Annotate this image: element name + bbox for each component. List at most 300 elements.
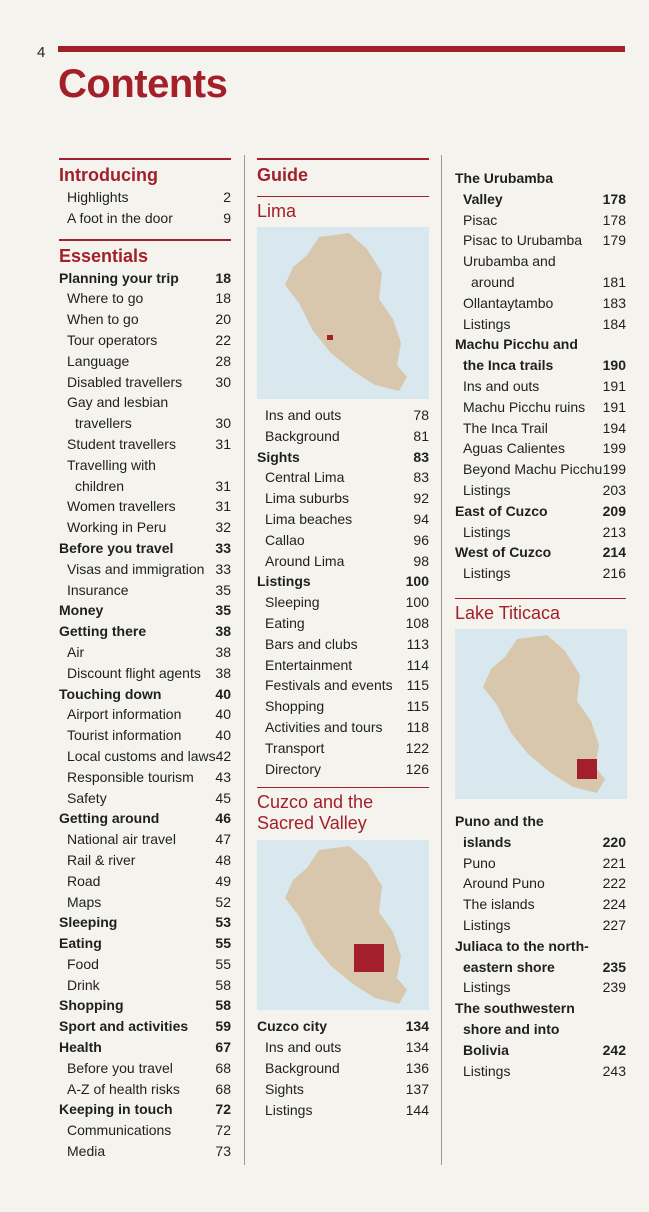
toc-entry-page: 179 xyxy=(602,232,626,249)
toc-entry xyxy=(257,1016,429,1037)
map-cuzco xyxy=(257,840,429,1010)
toc-entry-page: 144 xyxy=(405,1101,429,1118)
toc-entry-label: shore and into xyxy=(463,1020,560,1037)
toc-entry-label: Food xyxy=(67,955,99,972)
toc-entry-page: 73 xyxy=(215,1143,231,1160)
toc-entry-page: 31 xyxy=(215,435,231,452)
toc-entry-label: Planning your trip xyxy=(59,269,179,286)
toc-entry xyxy=(59,808,231,829)
toc-entry-label: Language xyxy=(67,352,130,369)
toc-entry-page: 31 xyxy=(215,498,231,515)
toc-entry-label: Communications xyxy=(67,1122,172,1139)
toc-entry-label: Listings xyxy=(463,916,511,933)
region-cuzco xyxy=(257,787,429,834)
toc-entry-label: Getting there xyxy=(59,623,147,640)
toc-entry-page: 35 xyxy=(215,581,231,598)
toc-entry-page: 72 xyxy=(215,1101,231,1118)
toc-entry xyxy=(257,1037,429,1058)
toc-entry xyxy=(455,355,626,376)
toc-entry xyxy=(257,759,429,780)
toc-entry-label: Shopping xyxy=(59,997,124,1014)
toc-entry xyxy=(257,675,429,696)
toc-entry xyxy=(455,853,626,874)
toc-entry-page: 30 xyxy=(215,415,231,432)
toc-entry-page: 9 xyxy=(223,209,231,226)
toc-entry-page: 53 xyxy=(215,914,231,931)
toc-entry xyxy=(455,563,626,584)
toc-entry-page: 108 xyxy=(405,614,429,631)
toc-entry-label: Sleeping xyxy=(265,594,320,611)
top-rule xyxy=(58,46,625,52)
toc-entry-label: Discount flight agents xyxy=(67,664,201,681)
toc-entry-label: Safety xyxy=(67,789,107,806)
toc-entry-label: Valley xyxy=(463,190,503,207)
toc-entry-page: 40 xyxy=(215,685,231,702)
toc-entry-page: 191 xyxy=(602,398,626,415)
toc-entry xyxy=(257,447,429,468)
page-title: Contents xyxy=(58,62,228,106)
toc-entry-page: 94 xyxy=(413,510,429,527)
toc-entry xyxy=(257,592,429,613)
toc-entry-page: 22 xyxy=(215,331,231,348)
toc-entry-label: Listings xyxy=(463,481,511,498)
toc-entry-label: Listings xyxy=(463,315,511,332)
toc-entry xyxy=(455,251,626,272)
toc-entry-page: 92 xyxy=(413,490,429,507)
toc-entry-label: Listings xyxy=(463,979,511,996)
toc-entry-page: 72 xyxy=(215,1122,231,1139)
section-guide: Guide xyxy=(257,158,429,186)
toc-entry-label: Disabled travellers xyxy=(67,373,183,390)
toc-entry-page: 126 xyxy=(405,760,429,777)
toc-entry-label: A foot in the door xyxy=(67,209,173,226)
peru-map-titicaca xyxy=(455,629,627,799)
toc-entry-label: Lima beaches xyxy=(265,510,353,527)
toc-entry xyxy=(59,850,231,871)
toc-entry-page: 83 xyxy=(413,469,429,486)
toc-entry xyxy=(59,767,231,788)
toc-entry xyxy=(455,418,626,439)
toc-entry-label: Insurance xyxy=(67,581,129,598)
toc-entry-page: 55 xyxy=(215,955,231,972)
toc-entry xyxy=(257,488,429,509)
toc-entry-label: Ins and outs xyxy=(265,407,342,423)
toc-entry-label: Transport xyxy=(265,739,325,756)
toc-entry-label: Health xyxy=(59,1039,102,1056)
toc-entry-page: 68 xyxy=(215,1080,231,1097)
toc-entry-page: 96 xyxy=(413,531,429,548)
toc-entry-page: 178 xyxy=(602,190,626,207)
toc-entry-page: 134 xyxy=(405,1018,429,1035)
toc-entry xyxy=(257,467,429,488)
toc-entry xyxy=(59,559,231,580)
toc-entry-page: 183 xyxy=(602,294,626,311)
toc-entry xyxy=(59,954,231,975)
toc-entry-label: East of Cuzco xyxy=(455,502,548,519)
toc-entry-label: Pisac xyxy=(463,211,498,228)
toc-entry-page: 67 xyxy=(215,1039,231,1056)
toc-entry xyxy=(59,912,231,933)
toc-entry xyxy=(59,288,231,309)
toc-entry-page: 224 xyxy=(602,896,626,913)
toc-entry-page: 115 xyxy=(406,677,429,694)
introducing-list xyxy=(59,187,231,229)
toc-entry-page: 213 xyxy=(602,523,626,540)
toc-entry-label: Bars and clubs xyxy=(265,635,358,652)
toc-entry-label: Eating xyxy=(59,935,102,952)
toc-entry-label: The Inca Trail xyxy=(463,419,548,436)
toc-entry-label: Callao xyxy=(265,531,305,548)
toc-entry xyxy=(455,314,626,335)
toc-entry-page: 134 xyxy=(405,1039,429,1056)
toc-entry xyxy=(59,829,231,850)
toc-entry-page: 178 xyxy=(602,211,626,228)
toc-entry xyxy=(59,1016,231,1037)
toc-entry xyxy=(257,655,429,676)
toc-entry-page: 214 xyxy=(602,544,626,561)
region-cuzco-line1: Cuzco and the xyxy=(257,792,374,813)
section-essentials: Essentials xyxy=(59,239,231,267)
toc-entry xyxy=(59,746,231,767)
toc-entry xyxy=(257,634,429,655)
toc-entry-page: 83 xyxy=(413,448,429,465)
toc-entry xyxy=(59,208,231,229)
toc-entry-label: Urubamba and xyxy=(463,253,556,270)
toc-entry xyxy=(59,413,231,434)
toc-entry-label: Student travellers xyxy=(67,435,176,452)
toc-entry xyxy=(455,230,626,251)
toc-entry-page: 209 xyxy=(602,502,626,519)
toc-entry xyxy=(59,372,231,393)
toc-entry-page: 58 xyxy=(215,976,231,993)
toc-entry-page: 38 xyxy=(215,643,231,660)
toc-entry xyxy=(455,272,626,293)
toc-entry xyxy=(59,975,231,996)
toc-entry-page: 81 xyxy=(413,427,429,444)
toc-entry xyxy=(59,1079,231,1100)
toc-entry-label: Shopping xyxy=(265,698,325,715)
toc-entry xyxy=(455,936,626,957)
toc-entry-page: 31 xyxy=(215,477,231,494)
toc-entry xyxy=(59,725,231,746)
toc-entry-page: 68 xyxy=(215,1059,231,1076)
toc-entry-label: Beyond Machu Picchu xyxy=(463,461,603,478)
toc-entry-label: Around Lima xyxy=(265,552,345,569)
toc-entry-page: 235 xyxy=(602,958,626,975)
toc-entry-page: 45 xyxy=(215,789,231,806)
toc-entry-label: Activities and tours xyxy=(265,718,383,735)
column-guide xyxy=(257,158,429,1120)
toc-entry-page: 115 xyxy=(406,698,429,715)
toc-entry xyxy=(59,1120,231,1141)
toc-entry xyxy=(455,957,626,978)
toc-entry-page: 48 xyxy=(215,851,231,868)
peru-map-lima xyxy=(257,227,429,399)
toc-entry xyxy=(455,438,626,459)
region-lima: Lima xyxy=(257,196,429,221)
toc-entry xyxy=(59,995,231,1016)
toc-entry-page: 38 xyxy=(215,623,231,640)
toc-entry-label: Sights xyxy=(257,448,300,465)
toc-entry-page: 100 xyxy=(405,573,429,590)
toc-entry-label: Before you travel xyxy=(67,1059,173,1076)
toc-entry-label: Sport and activities xyxy=(59,1018,189,1035)
toc-entry-page: 42 xyxy=(215,747,232,764)
toc-entry xyxy=(257,738,429,759)
toc-entry xyxy=(59,434,231,455)
toc-entry xyxy=(455,915,626,936)
toc-entry-page: 100 xyxy=(405,594,429,611)
toc-entry-label: Entertainment xyxy=(265,656,353,673)
toc-entry-label: Responsible tourism xyxy=(67,768,194,785)
toc-entry xyxy=(455,1061,626,1082)
toc-entry-label: The southwestern xyxy=(455,1000,575,1017)
toc-entry-label: Machu Picchu ruins xyxy=(463,398,586,415)
toc-entry-label: Local customs and laws xyxy=(67,747,216,764)
toc-entry xyxy=(455,501,626,522)
toc-entry-label: islands xyxy=(463,833,512,850)
toc-entry xyxy=(59,496,231,517)
toc-entry xyxy=(59,455,231,476)
toc-entry-page: 98 xyxy=(413,552,429,569)
toc-entry xyxy=(59,580,231,601)
toc-entry-label: The Urubamba xyxy=(455,170,554,186)
toc-entry-label: Gay and lesbian xyxy=(67,394,169,411)
toc-entry-page: 222 xyxy=(602,875,626,892)
column-guide-continued xyxy=(455,168,626,1081)
toc-entry-label: Puno and the xyxy=(455,812,544,829)
toc-entry-page: 239 xyxy=(602,979,626,996)
toc-entry-page: 114 xyxy=(406,656,429,673)
toc-entry-label: Touching down xyxy=(59,685,162,702)
toc-entry-page: 243 xyxy=(602,1062,626,1079)
toc-entry-page: 137 xyxy=(405,1080,429,1097)
toc-entry xyxy=(455,1040,626,1061)
toc-entry xyxy=(59,663,231,684)
toc-entry-page: 118 xyxy=(406,718,429,735)
toc-entry-page: 49 xyxy=(215,872,231,889)
toc-entry-label: Lima suburbs xyxy=(265,490,350,507)
toc-entry xyxy=(455,542,626,563)
toc-entry xyxy=(257,530,429,551)
toc-entry-page: 122 xyxy=(405,739,429,756)
toc-entry xyxy=(257,405,429,426)
peru-map-cuzco xyxy=(257,840,429,1010)
toc-entry-page: 181 xyxy=(602,273,626,290)
toc-entry-page: 194 xyxy=(602,419,626,436)
toc-entry-label: around xyxy=(471,273,515,290)
toc-entry-page: 32 xyxy=(215,519,231,536)
toc-entry-label: Highlights xyxy=(67,189,129,205)
toc-entry-page: 190 xyxy=(602,357,626,374)
toc-entry xyxy=(455,293,626,314)
toc-entry xyxy=(257,717,429,738)
toc-entry-label: Around Puno xyxy=(463,875,545,892)
toc-entry xyxy=(59,600,231,621)
toc-entry-page: 52 xyxy=(215,893,231,910)
toc-entry xyxy=(455,334,626,355)
toc-entry-label: Road xyxy=(67,872,101,889)
toc-entry xyxy=(455,894,626,915)
toc-entry-label: Aguas Calientes xyxy=(463,440,565,457)
toc-entry-label: Media xyxy=(67,1143,106,1160)
toc-entry-label: Festivals and events xyxy=(265,677,393,694)
toc-entry xyxy=(257,551,429,572)
toc-entry xyxy=(257,1100,429,1121)
toc-entry xyxy=(455,811,626,832)
toc-entry xyxy=(455,189,626,210)
toc-entry xyxy=(257,1079,429,1100)
toc-entry xyxy=(59,538,231,559)
page-number: 4 xyxy=(37,44,46,61)
column-essentials xyxy=(59,158,231,1162)
toc-entry-label: Eating xyxy=(265,614,305,631)
toc-entry-label: Airport information xyxy=(67,706,182,723)
toc-entry xyxy=(59,1099,231,1120)
toc-entry-label: Money xyxy=(59,602,104,619)
toc-entry-label: Where to go xyxy=(67,290,144,307)
toc-entry-page: 199 xyxy=(602,461,626,478)
toc-entry-label: Tourist information xyxy=(67,727,182,744)
toc-entry xyxy=(59,871,231,892)
toc-entry-page: 38 xyxy=(215,664,231,681)
toc-entry-page: 216 xyxy=(602,565,626,582)
urubamba-list xyxy=(455,168,626,584)
toc-entry xyxy=(455,480,626,501)
toc-entry-label: When to go xyxy=(67,311,139,328)
toc-entry xyxy=(257,613,429,634)
toc-entry-page: 203 xyxy=(602,481,626,498)
toc-entry-label: Listings xyxy=(265,1101,313,1118)
toc-entry xyxy=(455,998,626,1019)
toc-entry xyxy=(59,351,231,372)
toc-entry-label: Tour operators xyxy=(67,331,158,348)
toc-entry-label: the Inca trails xyxy=(463,357,554,374)
map-titicaca xyxy=(455,629,627,799)
toc-entry xyxy=(59,892,231,913)
toc-entry-label: Bolivia xyxy=(463,1041,509,1058)
toc-entry xyxy=(455,1019,626,1040)
toc-entry-label: West of Cuzco xyxy=(455,544,552,561)
column-divider xyxy=(244,155,245,1165)
toc-entry-label: Cuzco city xyxy=(257,1018,328,1035)
toc-entry xyxy=(257,1058,429,1079)
toc-entry-label: The islands xyxy=(463,896,535,913)
toc-entry-label: Travelling with xyxy=(67,456,156,473)
toc-entry-page: 20 xyxy=(215,311,231,328)
toc-entry-page: 191 xyxy=(602,377,626,394)
toc-entry xyxy=(59,187,231,208)
toc-entry xyxy=(59,392,231,413)
toc-entry-page: 33 xyxy=(215,539,231,556)
toc-entry-label: Listings xyxy=(257,573,311,590)
toc-entry-page: 30 xyxy=(215,373,231,390)
section-introducing: Introducing xyxy=(59,158,231,186)
toc-entry-label: eastern shore xyxy=(463,958,555,975)
toc-entry-label: Background xyxy=(265,1059,340,1076)
toc-entry xyxy=(59,704,231,725)
toc-entry-label: Getting around xyxy=(59,810,160,827)
toc-entry-label: Ins and outs xyxy=(463,377,540,394)
region-cuzco-line2: Sacred Valley xyxy=(257,813,367,834)
toc-entry xyxy=(59,1037,231,1058)
toc-entry-page: 242 xyxy=(602,1041,626,1058)
toc-entry xyxy=(455,873,626,894)
toc-entry xyxy=(455,459,626,480)
toc-entry-label: Sights xyxy=(265,1080,304,1097)
toc-entry-label: Directory xyxy=(265,760,322,777)
toc-entry xyxy=(257,426,429,447)
toc-entry xyxy=(59,1058,231,1079)
column-divider xyxy=(441,155,442,1165)
toc-entry-label: Women travellers xyxy=(67,498,176,515)
toc-entry-label: Maps xyxy=(67,893,102,910)
toc-entry-page: 40 xyxy=(215,727,231,744)
toc-entry xyxy=(455,832,626,853)
toc-entry-page: 40 xyxy=(215,706,231,723)
toc-entry-label: Machu Picchu and xyxy=(455,336,578,353)
toc-entry-page: 28 xyxy=(215,352,231,369)
toc-entry-page: 58 xyxy=(215,997,231,1014)
toc-entry xyxy=(59,309,231,330)
toc-entry-page: 18 xyxy=(215,269,231,286)
toc-entry-page: 2 xyxy=(223,189,231,205)
toc-entry xyxy=(257,696,429,717)
toc-entry-label: children xyxy=(75,477,125,494)
lima-list xyxy=(257,405,429,779)
toc-entry-page: 46 xyxy=(215,810,231,827)
toc-entry-label: Listings xyxy=(463,565,511,582)
toc-entry-label: Ins and outs xyxy=(265,1039,342,1056)
toc-entry-page: 220 xyxy=(602,833,626,850)
map-lima xyxy=(257,227,429,399)
toc-entry xyxy=(257,509,429,530)
toc-entry xyxy=(59,933,231,954)
toc-entry-page: 47 xyxy=(215,831,231,848)
toc-entry-label: Visas and immigration xyxy=(67,560,205,577)
titicaca-list xyxy=(455,811,626,1081)
toc-entry-label: Background xyxy=(265,427,340,444)
toc-entry xyxy=(455,397,626,418)
toc-entry-label: Air xyxy=(67,643,85,660)
toc-entry xyxy=(455,977,626,998)
toc-entry-label: Ollantaytambo xyxy=(463,294,554,311)
toc-entry xyxy=(59,476,231,497)
toc-entry-label: Listings xyxy=(463,523,511,540)
toc-entry-page: 55 xyxy=(215,935,231,952)
toc-entry-page: 43 xyxy=(215,768,231,785)
cuzco-list xyxy=(257,1016,429,1120)
toc-entry-label: Pisac to Urubamba xyxy=(463,232,583,249)
toc-entry-label: Drink xyxy=(67,976,100,993)
toc-entry xyxy=(59,517,231,538)
toc-entry xyxy=(455,376,626,397)
region-titicaca: Lake Titicaca xyxy=(455,598,626,623)
toc-entry xyxy=(59,621,231,642)
toc-entry xyxy=(455,210,626,231)
toc-entry-page: 221 xyxy=(602,854,626,871)
toc-entry-page: 199 xyxy=(602,440,626,457)
toc-entry xyxy=(59,684,231,705)
toc-entry xyxy=(59,788,231,809)
toc-entry-page: 227 xyxy=(602,916,626,933)
toc-entry xyxy=(455,522,626,543)
toc-entry xyxy=(455,168,626,189)
toc-entry-label: travellers xyxy=(75,415,132,432)
toc-entry-page: 18 xyxy=(215,290,231,307)
toc-entry xyxy=(59,1141,231,1162)
toc-entry xyxy=(59,642,231,663)
